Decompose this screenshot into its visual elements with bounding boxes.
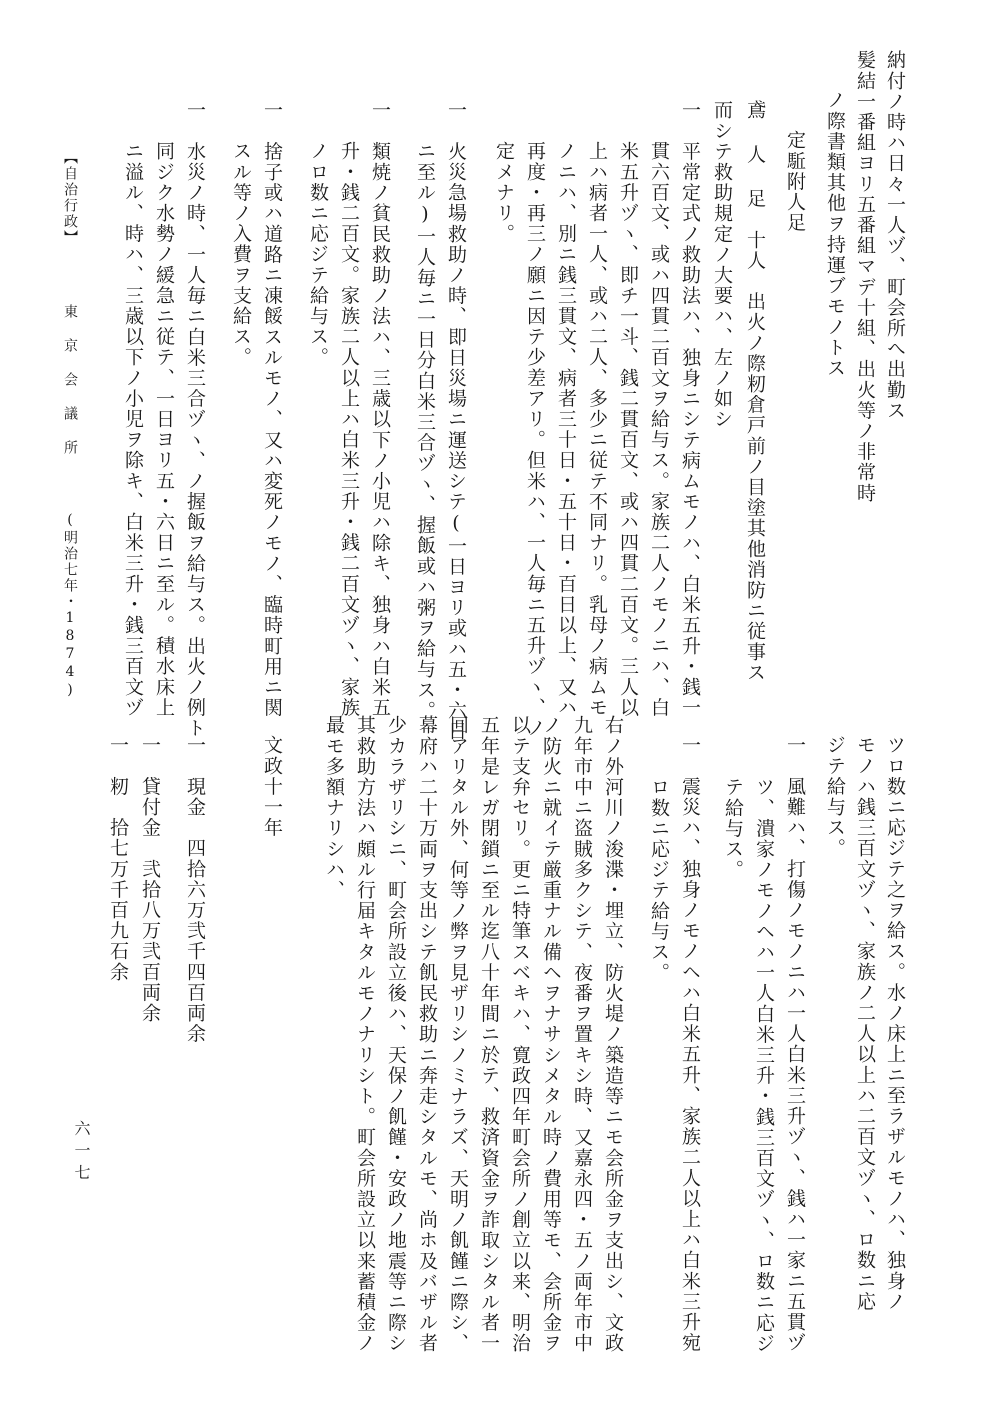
- list-item: 一 類焼ノ貧民救助ノ法ハ、三歳以下ノ小児ハ除キ、独身ハ白米五: [369, 100, 391, 718]
- text-column: 五年是レガ閉鎖ニ至ル迄八十年間ニ於テ、救済資金ヲ詐取シタル者一: [478, 715, 500, 1354]
- text-column: 升・銭二百文。家族二人以上ハ白米三升・銭二百文ヅヽ、家族: [338, 141, 360, 718]
- text-column: ロ数ニ応ジテ給与ス。: [648, 777, 670, 983]
- text-column: 再度・再三ノ願ニ因テ少差アリ。但米ハ、一人毎ニ五升ヅヽ、ノ: [524, 141, 546, 739]
- text-column: ニ至ル)一人毎ニ一日分白米三合ヅヽ、握飯或ハ粥ヲ給与ス。: [414, 141, 436, 721]
- list-item: 一 風難ハ、打傷ノモノニハ一人白米三升ヅヽ、銭ハ一家ニ五貫ヅ: [784, 735, 806, 1353]
- text-column: 最モ多額ナリシハ、: [323, 715, 345, 901]
- list-item: 一 籾 拾七万千百九石余: [107, 735, 129, 983]
- text-column: 文政十一年: [261, 735, 283, 838]
- text-column: ニ溢ル、時ハ、三歳以下ノ小児ヲ除キ、白米三升・銭三百文ヅ: [122, 141, 144, 718]
- text-column: ノ際書類其他ヲ持運ブモノトス: [824, 90, 846, 379]
- text-column: 其救助方法ハ頗ル行届キタルモノナリシト。町会所設立以来蓄積金ノ: [354, 715, 376, 1354]
- text-column: 右ノ外河川ノ浚渫・埋立、防火堤ノ築造等ニモ会所金ヲ支出シ、文政: [602, 715, 624, 1354]
- list-item: 一 現金 四拾六万弐千四百両余: [184, 735, 206, 1044]
- list-item: 一 水災ノ時、一人毎ニ白米三合ヅヽ、ノ握飯ヲ給与ス。出火ノ例ト: [184, 100, 206, 739]
- text-column: 定メナリ。: [493, 141, 515, 244]
- text-column: ツロ数ニ応ジテ之ヲ給ス。水ノ床上ニ至ラザルモノハ、独身ノ: [884, 735, 906, 1312]
- text-column: 回アリタル外、何等ノ弊ヲ見ザリシノミナラズ、天明ノ飢饉ニ際シ、: [447, 715, 469, 1354]
- text-column: スル等ノ入費ヲ支給ス。: [230, 141, 252, 368]
- text-column: 上ハ病者一人、或ハ二人、多少ニ従テ不同ナリ。乳母ノ病ムモ: [586, 141, 608, 718]
- text-column: テ給与ス。: [722, 777, 744, 880]
- text-column: 納付ノ時ハ日々一人ヅ、町会所へ出勤ス: [884, 50, 906, 421]
- footer-publisher: 東 京 会 議 所: [62, 304, 78, 456]
- list-item: 一 平常定式ノ救助法ハ、独身ニシテ病ムモノハ、白米五升・銭一: [679, 100, 701, 718]
- text-column: ジテ給与ス。: [824, 735, 846, 859]
- text-column: 以テ支弁セリ。更ニ特筆スベキハ、寛政四年町会所ノ創立以来、明治: [509, 715, 531, 1354]
- text-column: 髪結一番組ヨリ五番組マデ十組、出火等ノ非常時: [854, 50, 876, 504]
- text-column: 貫六百文、或ハ四貫二百文ヲ給与ス。家族二人ノモノニハ、白: [648, 141, 670, 718]
- footer-series: 【自治行政】: [62, 150, 78, 246]
- text-column: 而シテ救助規定ノ大要ハ、左ノ如シ: [711, 100, 733, 430]
- text-column: 米五升ヅヽ、即チ一斗、銭二貫百文、或ハ四貫二百文。三人以: [617, 141, 639, 718]
- text-column: 少カラザリシニ、町会所設立後ハ、天保ノ飢饉・安政ノ地震等ニ際シ: [385, 715, 407, 1354]
- list-item: 一 捨子或ハ道路ニ凍餒スルモノ、又ハ変死ノモノ、臨時町用ニ関: [261, 100, 283, 718]
- text-column: 同ジク水勢ノ緩急ニ従テ、一日ヨリ五・六日ニ至ル。積水床上: [153, 141, 175, 718]
- list-item: 一 貸付金 弐拾八万弐百両余: [139, 735, 161, 1024]
- page-number: 六一七: [72, 1120, 91, 1186]
- footer-year: (明治七年・1874): [62, 512, 78, 700]
- text-column: モノハ銭三百文ヅヽ、家族ノ二人以上ハ二百文ヅヽ、ロ数ニ応: [854, 735, 876, 1312]
- text-column: 鳶 人 足 十人 出火ノ際籾倉戸前ノ目塗其他消防ニ従事ス: [744, 100, 766, 683]
- text-column: ノニハ、別ニ銭三貫文、病者三十日・五十日・百日以上、又ハ: [555, 141, 577, 718]
- text-column: ツ、潰家ノモノヘハ一人白米三升・銭三百文ヅヽ、ロ数ニ応ジ: [753, 777, 775, 1354]
- text-column: 定駈附人足: [784, 130, 806, 233]
- text-column: 九年市中ニ盗賊多クシテ、夜番ヲ置キシ時、又嘉永四・五ノ両年市中: [571, 715, 593, 1354]
- footer-credit: [60, 150, 80, 700]
- text-column: ノ防火ニ就イテ厳重ナル備ヘヲナサシメタル時ノ費用等モ、会所金ヲ: [540, 715, 562, 1354]
- list-item: 一 火災急場救助ノ時、即日災場ニ運送シテ(一日ヨリ或ハ五・六日: [445, 100, 467, 742]
- text-column: 幕府ハ二十万両ヲ支出シテ飢民救助ニ奔走シタルモ、尚ホ及バザル者: [416, 715, 438, 1354]
- list-item: 一 震災ハ、独身ノモノヘハ白米五升、家族二人以上ハ白米三升宛: [679, 735, 701, 1353]
- text-column: ノロ数ニ応ジテ給与ス。: [307, 141, 329, 368]
